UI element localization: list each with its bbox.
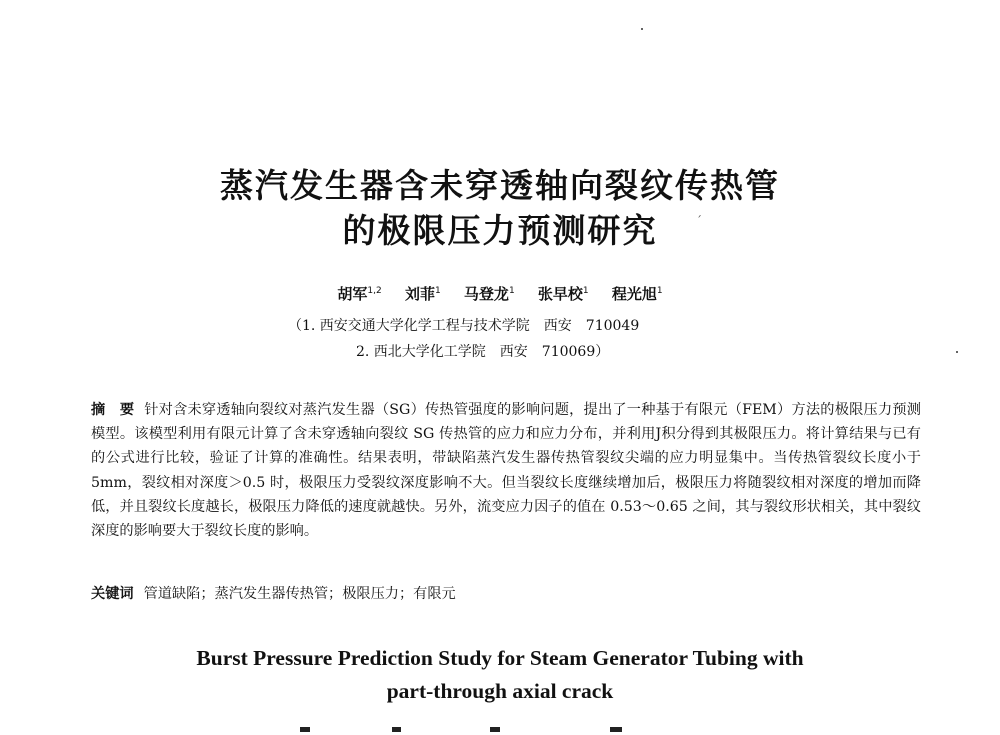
author-list — [0, 283, 1000, 304]
affiliation-2: 2. 西北大学化工学院 西安 710069） — [356, 344, 610, 360]
cropped-text-fragment — [490, 727, 500, 732]
english-title-line-1: Burst Pressure Prediction Study for Steam Generator Tubing with — [196, 646, 804, 670]
keywords-text: 管道缺陷；蒸汽发生器传热管；极限压力；有限元 — [143, 586, 456, 602]
author: 刘菲$^1$ — [404, 285, 441, 303]
scan-speck — [956, 351, 958, 353]
author: 马登龙$^1$ — [463, 285, 515, 303]
title-mark: ˊ — [696, 214, 702, 228]
abstract-label: 摘 要 — [91, 402, 135, 418]
cropped-text-fragment — [300, 727, 310, 732]
abstract-text: 针对含未穿透轴向裂纹对蒸汽发生器（SG）传热管强度的影响问题，提出了一种基于有限元（FEM）方法的极限压力预测模型。该模型利用有限元计算了含未穿透轴向裂纹 SG 传热管的应力和应力分布，并利用J积分得到其极限压力。将计算结果与已有的公式进行比较，验证了计算的准确性。结果表明，带缺陷蒸汽发生器传热管裂纹尖端的应力明显集中。当传热管裂纹长度小于 5mm，裂纹相对深度＞0.5 时，极限压力受裂纹深度影响不大。但当裂纹长度继续增加后，极限压力将随裂纹相对深度的增加而降低，并且裂纹长度越长，极限压力降低的速度就越快。另外，流变应力因子的值在 0.53～0.65 之间，其与裂纹形状相关，其中裂纹深度的影响要大于裂纹长度的影响。 — [91, 402, 921, 540]
keywords-label: 关键词 — [91, 586, 134, 602]
cropped-text-fragment — [392, 727, 401, 732]
affiliation-1: （1. 西安交通大学化学工程与技术学院 西安 710049 — [288, 318, 640, 334]
author: 程光旭$^1$ — [611, 285, 663, 303]
author: 胡军$^{1,2}$ — [337, 285, 382, 303]
chinese-title-line-1: 蒸汽发生器含未穿透轴向裂纹传热管 — [220, 166, 780, 205]
keywords — [91, 583, 456, 603]
english-title-line-2: part-through axial crack — [386, 679, 614, 703]
author: 张早校$^1$ — [537, 285, 589, 303]
cropped-text-fragment — [610, 727, 622, 732]
abstract — [91, 398, 921, 543]
chinese-title-line-2: 的极限压力预测研究 — [342, 211, 658, 250]
scan-speck — [641, 28, 643, 30]
